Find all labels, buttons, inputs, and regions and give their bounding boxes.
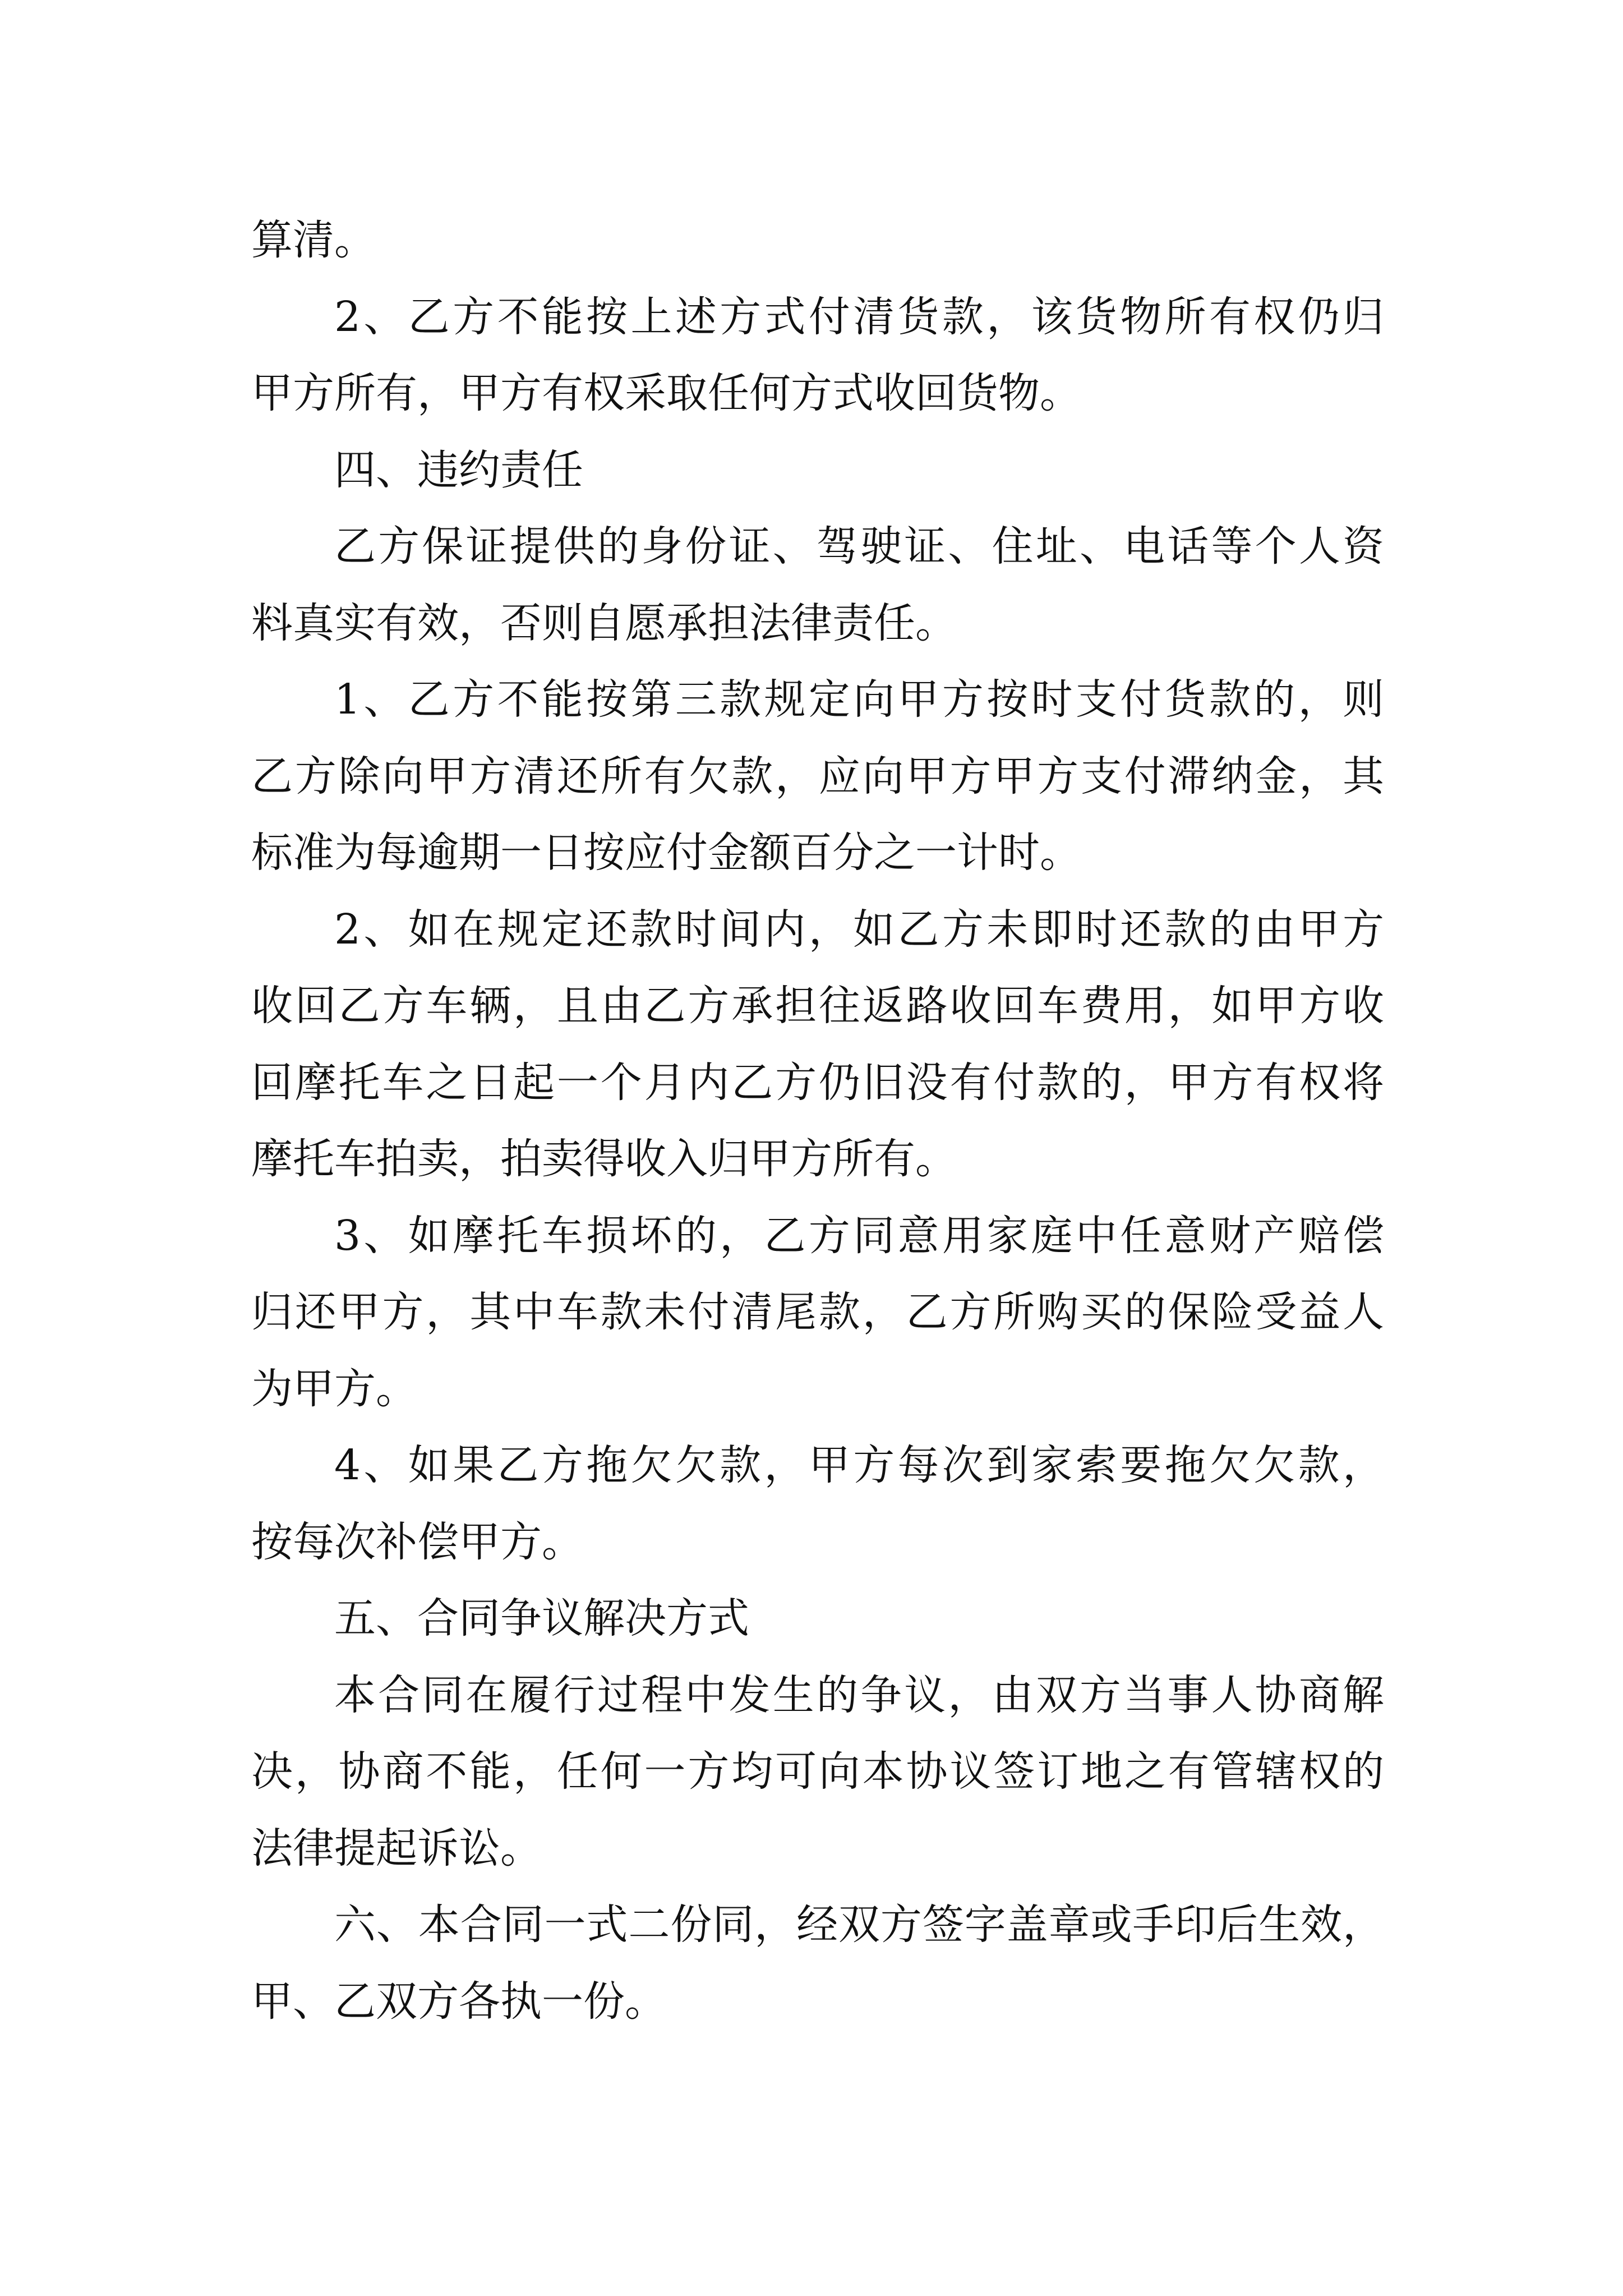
text-line: 2、乙方不能按上述方式付清货款，该货物所有权仍归 (334, 292, 1384, 341)
section-heading: 四、违约责任 (334, 445, 583, 494)
text-line: 法律提起诉讼。 (251, 1824, 542, 1872)
text-line: 按每次补偿甲方。 (251, 1517, 583, 1566)
text-line: 摩托车拍卖，拍卖得收入归甲方所有。 (251, 1135, 957, 1183)
text-line: 决，协商不能，任何一方均可向本协议签订地之有管辖权的 (251, 1747, 1384, 1796)
text-line: 料真实有效，否则自愿承担法律责任。 (251, 599, 957, 647)
text-line: 甲、乙双方各执一份。 (251, 1977, 666, 2026)
text-line: 回摩托车之日起一个月内乙方仍旧没有付款的，甲方有权将 (251, 1058, 1384, 1107)
text-line: 六、本合同一式二份同，经双方签字盖章或手印后生效， (334, 1901, 1384, 1949)
text-line: 算清。 (251, 216, 376, 264)
text-line: 甲方所有，甲方有权采取任何方式收回货物。 (251, 369, 1081, 417)
text-line: 4、如果乙方拖欠欠款，甲方每次到家索要拖欠欠款， (334, 1441, 1384, 1489)
text-line: 归还甲方，其中车款未付清尾款，乙方所购买的保险受益人 (251, 1288, 1384, 1336)
text-line: 标准为每逾期一日按应付金额百分之一计时。 (251, 829, 1081, 877)
text-line: 乙方除向甲方清还所有欠款，应向甲方甲方支付滞纳金，其 (251, 752, 1384, 800)
text-line: 收回乙方车辆，且由乙方承担往返路收回车费用，如甲方收 (251, 982, 1384, 1030)
contract-text (251, 202, 1384, 2040)
text-line: 3、如摩托车损坏的，乙方同意用家庭中任意财产赔偿 (334, 1211, 1384, 1260)
section-heading: 五、合同争议解决方式 (334, 1594, 749, 1642)
text-line: 2、如在规定还款时间内，如乙方未即时还款的由甲方 (334, 905, 1384, 954)
text-line: 乙方保证提供的身份证、驾驶证、住址、电话等个人资 (334, 522, 1384, 570)
text-line: 1、乙方不能按第三款规定向甲方按时支付货款的，则 (334, 675, 1384, 724)
text-line: 本合同在履行过程中发生的争议，由双方当事人协商解 (334, 1671, 1384, 1719)
text-line: 为甲方。 (251, 1364, 417, 1413)
